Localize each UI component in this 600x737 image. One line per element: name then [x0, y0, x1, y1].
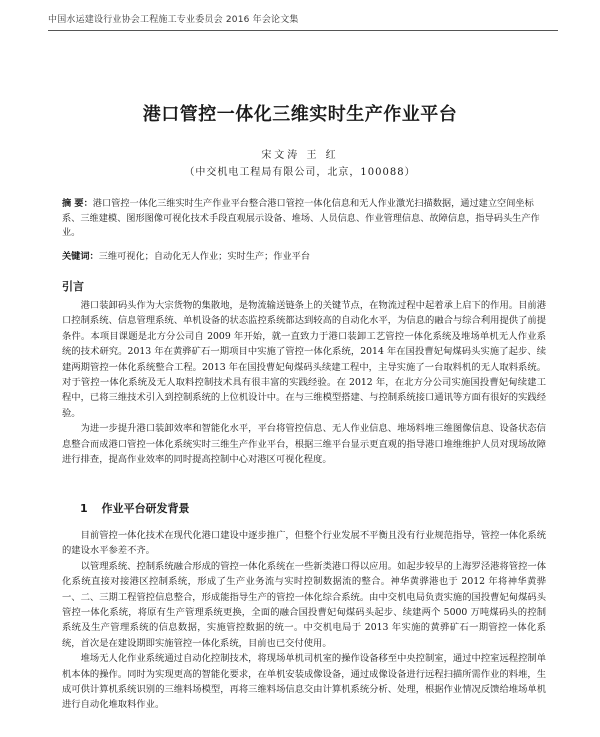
paragraph: 为进一步提升港口装卸效率和智能化水平，平台将管控信息、无人作业信息、堆场料堆三维图像信息、设备状态信息整合而成港口管控一体化系统实时三维生产作业平台，根据三维平台显示更直观的指导港口堆维维护人员对现场故障进行排查，提高作业效率的同时提高控制中心对港区可视化程度。	[62, 423, 546, 466]
abstract-text: 港口管控一体化三维实时生产作业平台整合港口管控一体化信息和无人作业激光扫描数据，通过建立空间坐标系、三维建模、图形图像可视化技术手段直观展示设备、堆场、人员信息、作业管理信息、故障信息，指导码头生产作业。	[62, 198, 540, 238]
keywords-text: 三维可视化；自动化无人作业；实时生产；作业平台	[98, 251, 311, 262]
running-header: 中国水运建设行业协会工程施工专业委员会 2016 年会论文集	[48, 15, 299, 25]
section-1-body	[62, 528, 546, 713]
paragraph: 以管理系统、控制系统融合形成的管控一体化系统在一些新类港口得以应用。如起步较早的上海罗泾港将管控一体化系统直接对接港区控制系统，形成了生产业务流与实时控制数据流的整合。神华黄骅港也于 2012 年将神华黄骅一、二、三期工程管控信息整合，形成能指导生产的管控一体化综合系统。由中交机电局负责实施的国投曹妃甸煤码头管控一体化系统，将原有生产管理系统更换，全面的融合国投曹妃甸煤码头起步、续建两个 5000 万吨煤码头的控制系统及生产管理系统的信息数据，实施管控数据的统一。中交机电局于 2013 年实施的黄骅矿石一期管控一体化系统，首次是在建设期即实施管控一体化系统，目前也已交付使用。	[62, 560, 546, 649]
paper-authors: 宋文涛 王 红	[261, 150, 339, 161]
paragraph: 港口装卸码头作为大宗货物的集散地，是物流输送链条上的关键节点，在物流过程中起着承上启下的作用。目前港口控制系统、信息管理系统、单机设备的状态监控系统都达到较高的自动化水平，为信息的融合与综合利用提供了前提条件。本项目课题是北方分公司自 2009 年开始，就一直致力于港口装卸工艺管控一体化系统及堆场单机无人作业系统的技术研究。2013 年在黄骅矿石一期项目中实施了管控一体化系统，2014 年在国投曹妃甸煤码头实施了起步、续建两期管控一体化系统整合工程。2013 年在国投曹妃甸煤码头续建工程中，主导实施了一台取料机的无人取料系统。对于管控一体化系统及无人取料控制技术具有很丰富的实践经验。在 2012 年，在北方分公司实施国投曹妃甸续建工程中，已将三维技术引入到控制系统的上位机设计中。在与三维模型搭建、与控制系统接口通讯等方面有很好的实践经验。	[62, 300, 546, 419]
abstract	[62, 197, 540, 241]
paragraph: 目前管控一体化技术在现代化港口建设中逐步推广，但整个行业发展不平衡且没有行业规范指导，管控一体化系统的建设水平参差不齐。	[62, 530, 546, 557]
paper-affiliation: （中交机电工程局有限公司，北京，100088）	[184, 167, 416, 178]
intro-body	[62, 298, 546, 467]
section-heading-intro: 引言	[62, 280, 84, 293]
abstract-label: 摘 要：	[62, 198, 93, 209]
keywords-label: 关键词：	[62, 251, 99, 262]
keywords	[62, 250, 540, 264]
header-divider	[48, 30, 558, 31]
paragraph: 堆场无人化作业系统通过自动化控制技术，将现场单机司机室的操作设备移至中央控制室，通过中控室远程控制单机本体的操作。同时为实现更高的智能化要求，在单机安装成像设备，通过成像设备进行远程扫描所需作业的料堆，生成可供计算机系统识别的三维料场模型，再将三维料场信息交由计算机系统分析、处理，根据作业情况反馈给堆场单机进行自动化堆取料作业。	[62, 653, 546, 711]
paper-title: 港口管控一体化三维实时生产作业平台	[142, 104, 458, 125]
section-heading-1: 1 作业平台研发背景	[80, 502, 190, 515]
